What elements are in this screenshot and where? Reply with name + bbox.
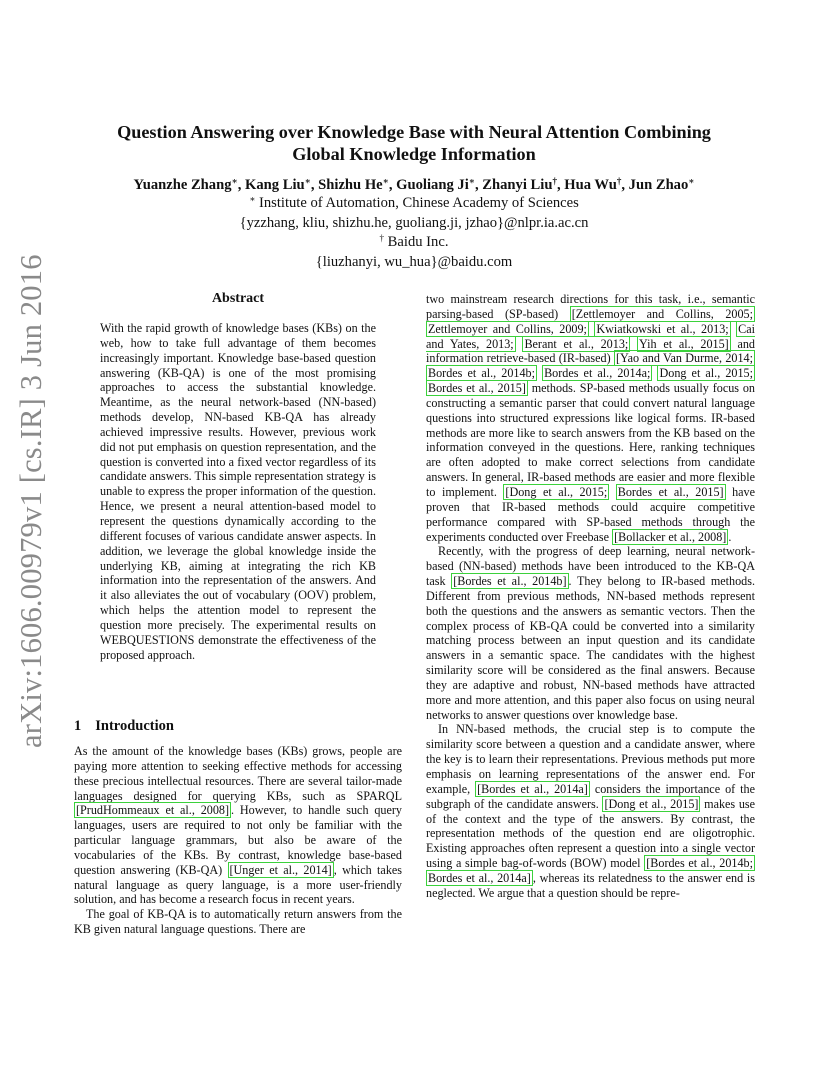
- text-run: , which takes natural language as query language, is a more user-friendly solution, and has become a research focus in recent years.: [74, 862, 403, 907]
- author-name: Jun Zhao: [628, 177, 689, 193]
- abstract-heading: Abstract: [211, 291, 265, 306]
- author-mark: ∗: [231, 176, 238, 186]
- text-run: , whereas its relatedness to the answer end is neglected. We argue that a question should be repre-: [426, 870, 755, 900]
- text-run: Recently, with the progress of deep learning, neural network-based (NN-based) methods have been introduced to the KB-QA task: [426, 544, 755, 589]
- citation-link[interactable]: [Dong et al., 2015;: [505, 484, 608, 499]
- column-right: [426, 292, 755, 901]
- affiliation-name: Institute of Automation, Chinese Academy of Sciences: [259, 195, 579, 211]
- author-mark: ∗: [468, 176, 475, 186]
- citation-link[interactable]: [Bollacker et al., 2008]: [614, 529, 727, 544]
- author-list: Yuanzhe Zhang∗, Kang Liu∗, Shizhu He∗, Guoliang Ji∗, Zhanyi Liu†, Hua Wu†, Jun Zhao∗: [133, 176, 695, 193]
- affiliation-1: [60, 194, 768, 214]
- citation-link[interactable]: Zettlemoyer and Collins, 2009;: [428, 321, 587, 336]
- section-number: 1: [74, 718, 82, 734]
- text-run: In NN-based methods, the crucial step is to compute the similarity score between a question and a candidate answer, where the key is to learn their representations. Previous methods put more emphasis on learning representations of the answer end. For example,: [426, 722, 755, 796]
- affiliations: [60, 194, 768, 272]
- author-name: Guoliang Ji: [396, 177, 469, 193]
- paragraph: [74, 744, 402, 907]
- author-mark: †: [616, 176, 622, 186]
- text-run: As the amount of the knowledge bases (KBs) grows, people are paying more attention to seeking effective methods for accessing these precious intellectual resources. There are several tailor-made languages designed for querying KBs, such as SPARQL: [74, 744, 402, 803]
- citation-link[interactable]: [Bordes et al., 2014b;: [646, 856, 753, 871]
- citation-link[interactable]: [Bordes et al., 2014b]: [453, 574, 567, 589]
- affiliation-2: [60, 233, 768, 253]
- citation-link[interactable]: [Bordes et al., 2014a]: [477, 781, 588, 796]
- citation-link[interactable]: Bordes et al., 2014a]: [428, 870, 531, 885]
- author-name: Yuanzhe Zhang: [133, 177, 232, 193]
- paragraph: [426, 544, 755, 722]
- arxiv-stamp: arXiv:1606.00979v1 [cs.IR] 3 Jun 2016: [14, 254, 48, 748]
- affiliation-mark: ∗: [249, 194, 256, 204]
- citation-link[interactable]: Dong et al., 2015;: [659, 366, 753, 381]
- citation-link[interactable]: [PrudHommeaux et al., 2008]: [76, 803, 230, 818]
- author-name: Kang Liu: [245, 177, 305, 193]
- author-mark: ∗: [688, 176, 695, 186]
- paragraph: [426, 722, 755, 900]
- text-run: .: [728, 529, 732, 544]
- text-run: . They belong to IR-based methods. Different from previous methods, NN-based methods represent both the questions and the answers as semantic vectors. Then the complex process of KB-QA could be converted into a similarity matching process between an input question and its candidate answers in a semantic space. The candidates with the highest similarity score will be considered as the final answers. Because they are adaptive and robust, NN-based methods have attracted more and more attention, and this paper also focus on using neural networks to answer questions over knowledge base.: [426, 574, 755, 722]
- affiliation-name: Baidu Inc.: [387, 234, 449, 250]
- citation-link[interactable]: [Yao and Van Durme, 2014;: [616, 351, 753, 366]
- section-heading-introduction: [74, 718, 174, 735]
- author-mark: ∗: [382, 176, 389, 186]
- text-run: . However, to handle such query languages, users are required to not only be familiar with the particular language grammars, but also be aware of the vocabularies of the KBs. By contrast, knowledge base-based question answering (KB-QA): [74, 803, 402, 877]
- author-name: Shizhu He: [318, 177, 383, 193]
- citation-link[interactable]: Bordes et al., 2014b;: [428, 366, 535, 381]
- paragraph: [74, 907, 402, 937]
- citation-link[interactable]: [Unger et al., 2014]: [229, 862, 332, 877]
- citation-link[interactable]: Bordes et al., 2014a;: [544, 366, 651, 381]
- email-line-1: {yzzhang, kliu, shizhu.he, guoliang.ji, jzhao}@nlpr.ia.ac.cn: [239, 214, 589, 231]
- author-name: Hua Wu: [564, 177, 617, 193]
- citation-link[interactable]: Yih et al., 2015]: [639, 336, 729, 351]
- text-run: have proven that IR-based methods could acquire competitive performance compared with SP-based methods through the experiments conducted over Freebase: [426, 484, 756, 544]
- author-mark: ∗: [304, 176, 311, 186]
- text-run: considers the importance of the subgraph of the candidate answers.: [426, 781, 755, 811]
- column-left: [74, 744, 402, 937]
- text-run: two mainstream research directions for this task, i.e., semantic parsing-based (SP-based): [426, 292, 755, 321]
- citation-link[interactable]: Cai and Yates, 2013;: [426, 321, 755, 351]
- text-run: makes use of the context and the type of the answers. By contrast, the representation methods of the question end are oligotrophic. Existing approaches often represent a question into a single vector using a simple bag-of-words (BOW) model: [426, 796, 755, 871]
- abstract-text: With the rapid growth of knowledge bases (KBs) on the web, how to take full advantage of them becomes increasingly important. Knowledge base-based question answering (KB-QA) is one of the most promising approaches to access the substantial knowledge. Meantime, as the neural network-based (NN-based) methods develop, NN-based KB-QA has already achieved impressive results. However, previous work did not put emphasis on question representation, and the question is converted into a fixed vector regardless of its candidate answers. This simple representation strategy is unable to express the proper information of the question. Hence, we present a neural attention-based model to represent the questions dynamically according to the different focuses of various candidate answer aspects. In addition, we leverage the global knowledge inside the underlying KB, aiming at integrating the rich KB information into the representation of the answers. And it also alleviates the out of vocabulary (OOV) problem, which helps the attention model to represent the question more precisely. The experimental results on WEBQUESTIONS demonstrate the effectiveness of the proposed approach.: [100, 321, 376, 662]
- citation-link[interactable]: Kwiatkowski et al., 2013;: [596, 321, 729, 336]
- citation-link[interactable]: Bordes et al., 2015]: [617, 484, 724, 499]
- citation-link[interactable]: Berant et al., 2013;: [524, 336, 629, 351]
- title-line-2: Global Knowledge Information: [292, 144, 536, 164]
- text-run: The goal of KB-QA is to automatically return answers from the KB given natural language questions. There are: [74, 907, 402, 937]
- affiliation-mark: †: [379, 233, 385, 243]
- title-line-1: Question Answering over Knowledge Base with Neural Attention Combining: [117, 122, 711, 142]
- email-line-2: {liuzhanyi, wu_hua}@baidu.com: [315, 253, 513, 270]
- section-title: Introduction: [95, 718, 174, 734]
- paragraph: [426, 292, 755, 544]
- text-run: methods. SP-based methods usually focus on constructing a semantic parser that could convert natural language questions into structured expressions like logical forms. IR-based methods are more like to search answers from the KB based on the information conveyed in the questions. Here, ranking techniques are often adopted to make correct selections from candidate answers. In general, IR-based methods are easier and more flexible to implement.: [426, 381, 755, 499]
- author-name: Zhanyi Liu: [482, 177, 553, 193]
- author-mark: †: [552, 176, 557, 186]
- citation-link[interactable]: Bordes et al., 2015]: [428, 381, 526, 396]
- citation-link[interactable]: [Dong et al., 2015]: [604, 796, 699, 811]
- text-run: and information retrieve-based (IR-based): [426, 336, 755, 366]
- paper-title: [60, 121, 768, 165]
- citation-link[interactable]: [Zettlemoyer and Collins, 2005;: [571, 306, 753, 321]
